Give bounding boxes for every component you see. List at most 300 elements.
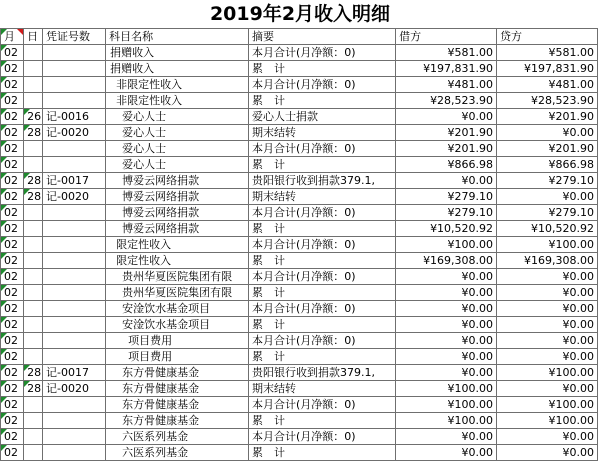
cell-summary-text: 累 计: [252, 254, 286, 267]
cell-month[interactable]: [1, 141, 24, 157]
cell-credit[interactable]: [497, 109, 598, 125]
cell-day[interactable]: [24, 61, 43, 77]
cell-subject-text: 东方骨健康基金: [122, 366, 200, 379]
cell-day[interactable]: [24, 365, 43, 381]
cell-month-text: 02: [4, 414, 18, 427]
cell-voucher[interactable]: [43, 269, 106, 285]
cell-day[interactable]: [24, 125, 43, 141]
cell-voucher[interactable]: [43, 253, 106, 269]
cell-day[interactable]: [24, 445, 43, 461]
cell-month[interactable]: [1, 397, 24, 413]
cell-month[interactable]: [1, 205, 24, 221]
header-cell-credit[interactable]: 贷方: [497, 29, 598, 45]
cell-summary[interactable]: [249, 397, 396, 413]
cell-summary-text: 本月合计(月净额：0): [252, 270, 356, 283]
comment-marker-icon: [1, 237, 7, 243]
cell-debit[interactable]: [396, 285, 497, 301]
cell-debit-text: ¥0.00: [461, 366, 494, 379]
cell-subject[interactable]: [106, 125, 249, 141]
cell-summary[interactable]: [249, 317, 396, 333]
table-row: [1, 205, 598, 221]
cell-credit-text: ¥279.10: [548, 206, 594, 219]
cell-voucher[interactable]: [43, 93, 106, 109]
cell-month-text: 02: [4, 446, 18, 459]
cell-day-text: 26: [27, 110, 42, 123]
cell-credit-text: ¥0.00: [562, 382, 594, 395]
table-row: [1, 317, 598, 333]
cell-subject-text: 爱心人士: [122, 126, 167, 139]
cell-credit[interactable]: [497, 381, 598, 397]
comment-marker-icon: [24, 173, 30, 179]
cell-subject[interactable]: [106, 365, 249, 381]
cell-month[interactable]: [1, 93, 24, 109]
cell-day[interactable]: [24, 189, 43, 205]
cell-voucher[interactable]: [43, 365, 106, 381]
cell-debit[interactable]: [396, 157, 497, 173]
cell-debit-text: ¥100.00: [447, 382, 494, 395]
cell-month[interactable]: [1, 413, 24, 429]
cell-month-text: 02: [4, 126, 18, 139]
cell-credit[interactable]: [497, 93, 598, 109]
cell-credit[interactable]: [497, 157, 598, 173]
cell-debit[interactable]: [396, 429, 497, 445]
cell-day[interactable]: [24, 237, 43, 253]
cell-summary[interactable]: [249, 381, 396, 397]
comment-marker-icon: [24, 365, 30, 371]
cell-credit[interactable]: [497, 413, 598, 429]
cell-debit[interactable]: [396, 301, 497, 317]
cell-voucher[interactable]: [43, 141, 106, 157]
table-row: [1, 285, 598, 301]
header-cell-summary[interactable]: 摘要: [249, 29, 396, 45]
cell-day[interactable]: [24, 301, 43, 317]
cell-subject[interactable]: [106, 109, 249, 125]
cell-voucher[interactable]: [43, 61, 106, 77]
header-row: [1, 29, 598, 45]
cell-month-text: 02: [4, 142, 18, 155]
cell-credit[interactable]: [497, 141, 598, 157]
cell-month[interactable]: [1, 45, 24, 61]
cell-voucher[interactable]: [43, 221, 106, 237]
cell-summary-text: 本月合计(月净额：0): [252, 78, 356, 91]
cell-day[interactable]: [24, 77, 43, 93]
header-cell-debit[interactable]: 借方: [396, 29, 497, 45]
cell-credit[interactable]: [497, 445, 598, 461]
cell-credit[interactable]: [497, 61, 598, 77]
cell-credit[interactable]: [497, 365, 598, 381]
cell-subject[interactable]: [106, 93, 249, 109]
cell-debit[interactable]: [396, 173, 497, 189]
cell-debit-text: ¥0.00: [461, 302, 494, 315]
cell-debit-text: ¥0.00: [461, 110, 494, 123]
cell-month[interactable]: [1, 221, 24, 237]
header-cell-day[interactable]: 日: [24, 29, 43, 45]
cell-month-text: 02: [4, 398, 18, 411]
comment-marker-icon: [1, 301, 7, 307]
table-row: [1, 237, 598, 253]
cell-voucher[interactable]: [43, 189, 106, 205]
cell-credit[interactable]: [497, 397, 598, 413]
cell-subject-text: 捐赠收入: [110, 62, 155, 75]
comment-marker-icon: [1, 109, 7, 115]
cell-month-text: 02: [4, 350, 18, 363]
comment-marker-icon: [1, 29, 7, 35]
cell-subject[interactable]: [106, 397, 249, 413]
cell-day[interactable]: [24, 349, 43, 365]
cell-subject[interactable]: [106, 173, 249, 189]
table-row: [1, 413, 598, 429]
cell-debit[interactable]: [396, 397, 497, 413]
cell-subject[interactable]: [106, 45, 249, 61]
cell-day[interactable]: [24, 253, 43, 269]
cell-debit[interactable]: [396, 109, 497, 125]
cell-month[interactable]: [1, 333, 24, 349]
cell-day[interactable]: [24, 333, 43, 349]
cell-month[interactable]: [1, 285, 24, 301]
cell-debit[interactable]: [396, 125, 497, 141]
cell-voucher[interactable]: [43, 301, 106, 317]
cell-month[interactable]: [1, 429, 24, 445]
table-row: [1, 445, 598, 461]
cell-credit[interactable]: [497, 125, 598, 141]
cell-day[interactable]: [24, 173, 43, 189]
cell-summary[interactable]: [249, 237, 396, 253]
cell-debit[interactable]: [396, 77, 497, 93]
cell-debit-text: ¥279.10: [447, 206, 494, 219]
cell-summary-text: 爱心人士捐款: [252, 110, 319, 123]
cell-summary[interactable]: [249, 45, 396, 61]
header-cell-month[interactable]: 月: [1, 29, 24, 45]
cell-month[interactable]: [1, 77, 24, 93]
cell-debit-text: ¥10,520.92: [430, 222, 494, 235]
cell-credit-text: ¥581.00: [548, 46, 594, 59]
cell-summary[interactable]: [249, 157, 396, 173]
cell-debit[interactable]: [396, 317, 497, 333]
cell-month[interactable]: [1, 381, 24, 397]
comment-marker-icon: [1, 141, 7, 147]
cell-debit-text: ¥0.00: [461, 430, 494, 443]
comment-marker-icon: [1, 93, 7, 99]
cell-summary-text: 本月合计(月净额：0): [252, 46, 356, 59]
cell-voucher[interactable]: [43, 157, 106, 173]
cell-voucher-text: 记-0020: [46, 190, 89, 203]
cell-debit[interactable]: [396, 445, 497, 461]
cell-credit[interactable]: [497, 285, 598, 301]
cell-voucher[interactable]: [43, 109, 106, 125]
cell-summary[interactable]: [249, 285, 396, 301]
cell-day[interactable]: [24, 397, 43, 413]
cell-subject[interactable]: [106, 269, 249, 285]
cell-voucher[interactable]: [43, 349, 106, 365]
cell-credit[interactable]: [497, 333, 598, 349]
cell-subject-text: 爱心人士: [122, 142, 167, 155]
cell-debit[interactable]: [396, 189, 497, 205]
cell-subject-text: 六医系列基金: [122, 430, 189, 443]
cell-debit[interactable]: [396, 205, 497, 221]
cell-summary[interactable]: [249, 141, 396, 157]
cell-summary[interactable]: [249, 301, 396, 317]
comment-marker-icon: [24, 381, 30, 387]
table-row: [1, 45, 598, 61]
cell-subject-text: 六医系列基金: [122, 446, 189, 459]
cell-credit[interactable]: [497, 205, 598, 221]
cell-day[interactable]: [24, 429, 43, 445]
cell-subject-text: 博爱云网络捐款: [122, 222, 200, 235]
cell-credit-text: ¥197,831.90: [524, 62, 594, 75]
cell-subject[interactable]: [106, 333, 249, 349]
header-cell-subject[interactable]: 科目名称: [106, 29, 249, 45]
cell-voucher-text: 记-0017: [46, 174, 89, 187]
cell-month-text: 02: [4, 190, 18, 203]
cell-subject[interactable]: [106, 77, 249, 93]
table-row: [1, 93, 598, 109]
cell-credit[interactable]: [497, 189, 598, 205]
cell-month[interactable]: [1, 317, 24, 333]
cell-credit[interactable]: [497, 45, 598, 61]
cell-subject[interactable]: [106, 237, 249, 253]
cell-summary[interactable]: [249, 125, 396, 141]
cell-voucher[interactable]: [43, 173, 106, 189]
cell-debit[interactable]: [396, 381, 497, 397]
cell-voucher-text: 记-0020: [46, 126, 89, 139]
cell-subject[interactable]: [106, 157, 249, 173]
cell-subject-text: 贵州华夏医院集团有限: [122, 286, 233, 299]
cell-day[interactable]: [24, 45, 43, 61]
cell-summary[interactable]: [249, 205, 396, 221]
cell-summary-text: 累 计: [252, 286, 286, 299]
cell-voucher-text: 记-0017: [46, 366, 89, 379]
cell-debit[interactable]: [396, 237, 497, 253]
cell-month[interactable]: [1, 61, 24, 77]
cell-voucher[interactable]: [43, 333, 106, 349]
cell-debit-text: ¥0.00: [461, 350, 494, 363]
cell-summary[interactable]: [249, 221, 396, 237]
cell-voucher[interactable]: [43, 397, 106, 413]
cell-voucher[interactable]: [43, 285, 106, 301]
cell-month[interactable]: [1, 349, 24, 365]
cell-credit[interactable]: [497, 317, 598, 333]
cell-summary-text: 累 计: [252, 446, 286, 459]
cell-month[interactable]: [1, 237, 24, 253]
table-row: [1, 141, 598, 157]
cell-month[interactable]: [1, 365, 24, 381]
cell-subject[interactable]: [106, 253, 249, 269]
cell-subject-text: 博爱云网络捐款: [122, 206, 200, 219]
cell-credit-text: ¥0.00: [562, 334, 594, 347]
cell-debit[interactable]: [396, 365, 497, 381]
cell-month-text: 02: [4, 382, 18, 395]
cell-voucher[interactable]: [43, 45, 106, 61]
cell-credit-text: ¥0.00: [562, 350, 594, 363]
cell-credit[interactable]: [497, 237, 598, 253]
cell-summary[interactable]: [249, 333, 396, 349]
cell-credit-text: ¥28,523.90: [531, 94, 594, 107]
cell-debit[interactable]: [396, 269, 497, 285]
cell-debit-text: ¥0.00: [461, 446, 494, 459]
cell-day[interactable]: [24, 157, 43, 173]
cell-summary[interactable]: [249, 253, 396, 269]
cell-debit[interactable]: [396, 221, 497, 237]
cell-subject[interactable]: [106, 349, 249, 365]
cell-month-text: 02: [4, 158, 18, 171]
cell-subject-text: 博爱云网络捐款: [122, 190, 200, 203]
cell-debit[interactable]: [396, 141, 497, 157]
cell-debit[interactable]: [396, 61, 497, 77]
cell-day[interactable]: [24, 109, 43, 125]
cell-credit[interactable]: [497, 301, 598, 317]
cell-month[interactable]: [1, 157, 24, 173]
cell-summary-text: 本月合计(月净额：0): [252, 334, 356, 347]
cell-subject-text: 项目费用: [128, 334, 173, 347]
cell-day[interactable]: [24, 221, 43, 237]
cell-day[interactable]: [24, 381, 43, 397]
cell-debit[interactable]: [396, 413, 497, 429]
table-row: [1, 173, 598, 189]
table-row: [1, 301, 598, 317]
cell-day[interactable]: [24, 93, 43, 109]
cell-subject[interactable]: [106, 205, 249, 221]
cell-debit[interactable]: [396, 333, 497, 349]
cell-day-text: 28: [27, 382, 42, 395]
cell-credit-text: ¥481.00: [548, 78, 594, 91]
cell-subject[interactable]: [106, 61, 249, 77]
cell-subject[interactable]: [106, 317, 249, 333]
cell-month[interactable]: [1, 301, 24, 317]
cell-day[interactable]: [24, 317, 43, 333]
table-row: [1, 429, 598, 445]
cell-summary[interactable]: [249, 429, 396, 445]
cell-voucher[interactable]: [43, 381, 106, 397]
cell-voucher[interactable]: [43, 429, 106, 445]
cell-summary[interactable]: [249, 109, 396, 125]
table-row: [1, 333, 598, 349]
cell-summary[interactable]: [249, 349, 396, 365]
cell-summary-text: 累 计: [252, 62, 286, 75]
cell-debit-text: ¥581.00: [447, 46, 494, 59]
cell-month[interactable]: [1, 269, 24, 285]
cell-credit[interactable]: [497, 269, 598, 285]
cell-debit-text: ¥279.10: [447, 190, 494, 203]
cell-month-text: 02: [4, 254, 18, 267]
cell-month[interactable]: [1, 125, 24, 141]
cell-subject[interactable]: [106, 301, 249, 317]
cell-summary-text: 本月合计(月净额：0): [252, 142, 356, 155]
cell-subject[interactable]: [106, 189, 249, 205]
cell-subject[interactable]: [106, 445, 249, 461]
cell-voucher-text: 记-0016: [46, 110, 89, 123]
cell-summary[interactable]: [249, 445, 396, 461]
cell-credit-text: ¥0.00: [562, 190, 594, 203]
cell-day-text: 28: [27, 174, 42, 187]
cell-summary-text: 期末结转: [252, 126, 297, 139]
cell-debit[interactable]: [396, 253, 497, 269]
cell-subject[interactable]: [106, 429, 249, 445]
cell-summary[interactable]: [249, 365, 396, 381]
cell-summary[interactable]: [249, 93, 396, 109]
cell-day[interactable]: [24, 285, 43, 301]
cell-day[interactable]: [24, 269, 43, 285]
table-row: [1, 77, 598, 93]
cell-voucher[interactable]: [43, 317, 106, 333]
cell-day[interactable]: [24, 141, 43, 157]
cell-summary-text: 累 计: [252, 94, 286, 107]
cell-month[interactable]: [1, 253, 24, 269]
cell-credit[interactable]: [497, 349, 598, 365]
cell-subject[interactable]: [106, 381, 249, 397]
cell-day-text: 28: [27, 190, 42, 203]
table-row: [1, 269, 598, 285]
header-cell-voucher[interactable]: 凭证号数: [43, 29, 106, 45]
cell-summary-text: 累 计: [252, 222, 286, 235]
cell-voucher[interactable]: [43, 237, 106, 253]
cell-credit[interactable]: [497, 221, 598, 237]
cell-credit-text: ¥0.00: [562, 446, 594, 459]
cell-summary[interactable]: [249, 269, 396, 285]
cell-subject[interactable]: [106, 141, 249, 157]
cell-summary[interactable]: [249, 61, 396, 77]
cell-month[interactable]: [1, 445, 24, 461]
cell-credit-text: ¥201.90: [548, 142, 594, 155]
cell-summary-text: 累 计: [252, 414, 286, 427]
ledger-body: [1, 45, 598, 461]
cell-month[interactable]: [1, 189, 24, 205]
cell-day[interactable]: [24, 413, 43, 429]
cell-day[interactable]: [24, 205, 43, 221]
cell-credit-text: ¥866.98: [548, 158, 594, 171]
cell-month[interactable]: [1, 109, 24, 125]
cell-month-text: 02: [4, 174, 18, 187]
cell-voucher[interactable]: [43, 125, 106, 141]
cell-credit[interactable]: [497, 173, 598, 189]
cell-credit-text: ¥169,308.00: [524, 254, 594, 267]
cell-debit[interactable]: [396, 93, 497, 109]
cell-credit[interactable]: [497, 253, 598, 269]
cell-credit-text: ¥100.00: [548, 398, 594, 411]
cell-debit-text: ¥28,523.90: [430, 94, 494, 107]
cell-voucher[interactable]: [43, 77, 106, 93]
cell-debit[interactable]: [396, 45, 497, 61]
cell-debit-text: ¥0.00: [461, 286, 494, 299]
cell-month-text: 02: [4, 206, 18, 219]
cell-debit-text: ¥100.00: [447, 414, 494, 427]
comment-marker-icon: [1, 397, 7, 403]
cell-subject-text: 博爱云网络捐款: [122, 174, 200, 187]
cell-subject[interactable]: [106, 413, 249, 429]
cell-voucher[interactable]: [43, 205, 106, 221]
cell-summary[interactable]: [249, 173, 396, 189]
cell-credit-text: ¥201.90: [548, 110, 594, 123]
cell-summary[interactable]: [249, 413, 396, 429]
cell-subject-text: 东方骨健康基金: [122, 382, 200, 395]
cell-debit[interactable]: [396, 349, 497, 365]
cell-summary[interactable]: [249, 189, 396, 205]
cell-credit[interactable]: [497, 429, 598, 445]
cell-voucher[interactable]: [43, 445, 106, 461]
cell-summary-text: 本月合计(月净额：0): [252, 398, 356, 411]
cell-month[interactable]: [1, 173, 24, 189]
cell-summary-text: 累 计: [252, 318, 286, 331]
cell-voucher[interactable]: [43, 413, 106, 429]
comment-marker-icon: [24, 189, 30, 195]
cell-subject-text: 爱心人士: [122, 110, 167, 123]
cell-subject[interactable]: [106, 285, 249, 301]
cell-summary[interactable]: [249, 77, 396, 93]
cell-debit-text: ¥866.98: [447, 158, 494, 171]
cell-credit[interactable]: [497, 77, 598, 93]
comment-marker-icon: [1, 45, 7, 51]
cell-subject[interactable]: [106, 221, 249, 237]
cell-credit-text: ¥0.00: [562, 126, 594, 139]
